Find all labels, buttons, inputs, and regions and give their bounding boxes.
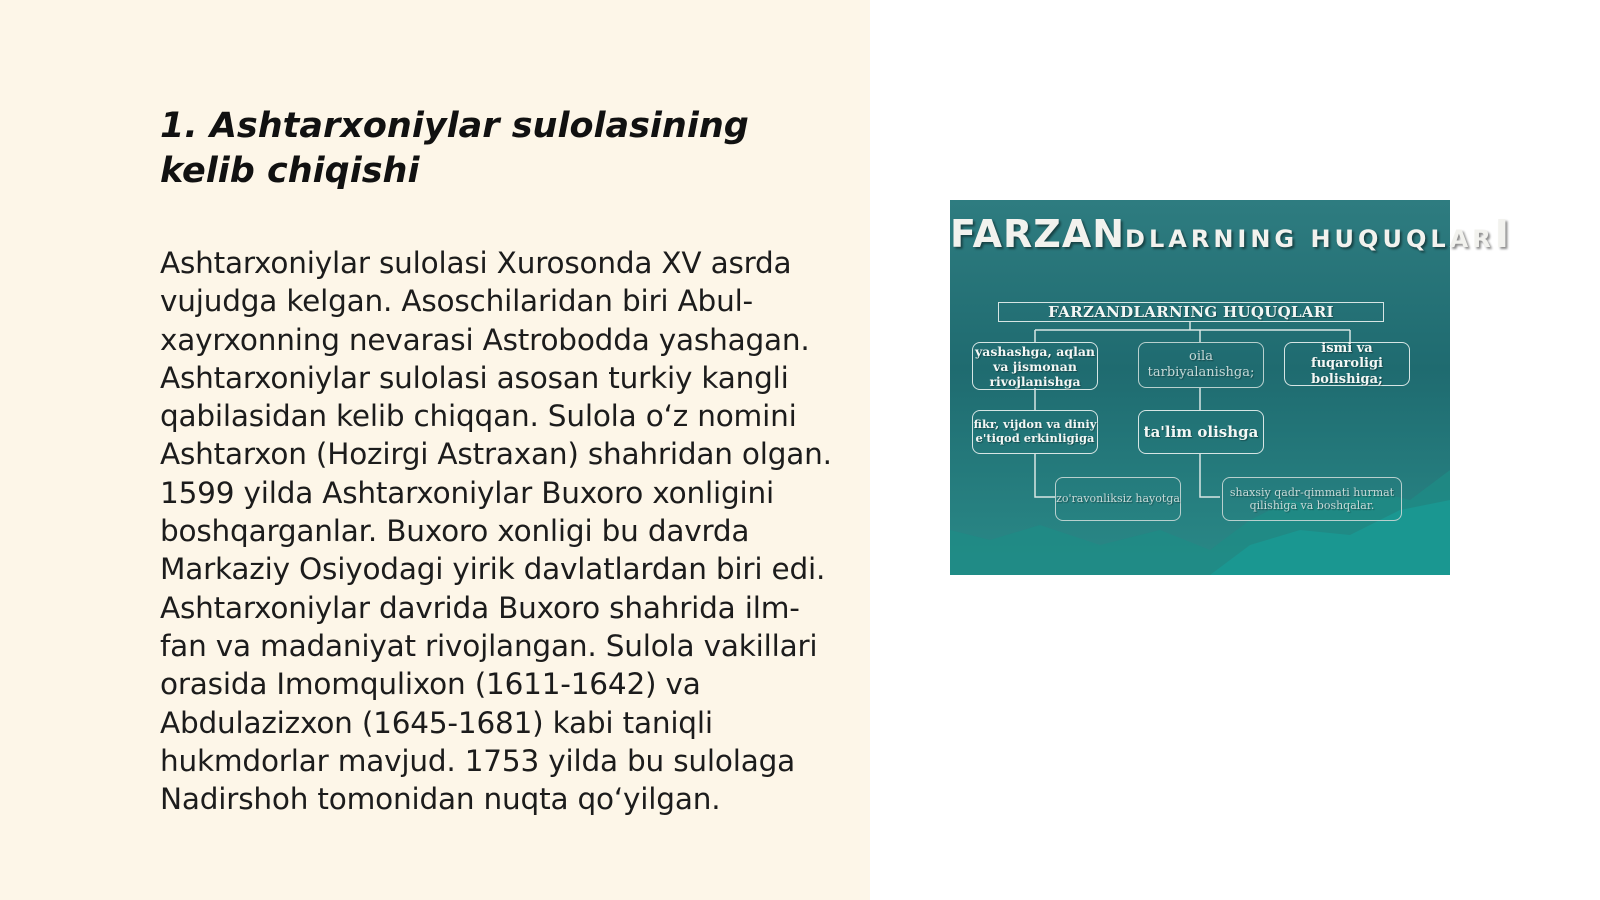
diagram-title-end: I [1494, 212, 1510, 256]
node-name: ismi va fuqaroligi bolishiga; [1284, 342, 1410, 386]
diagram-header-box: FARZANDLARNING HUQUQLARI [998, 302, 1384, 322]
node-dignity: shaxsiy qadr-qimmati hurmat qilishiga va boshqalar. [1222, 477, 1402, 521]
rights-diagram-image [950, 200, 1510, 575]
slide-body-text: Ashtarxoniylar sulolasi Xurosonda XV asrda vujudga kelgan. Asoschilaridan biri Abul-xayrxonning nevarasi Astrobodda yashagan. Ashtarxoniylar sulolasi asosan turkiy kangli qabilasidan kelib chiqqan. Sulola o‘z nomini Ashtarxon (Hozirgi Astraxan) shahridan olgan. 1599 yilda Ashtarxoniylar Buxoro xonligini boshqarganlar. Buxoro xonligi bu davrda Markaziy Osiyodagi yirik davlatlardan biri edi. Ashtarxoniylar davrida Buxoro shahrida ilm-fan va madaniyat rivojlangan. Sulola vakillari orasida Imomqulixon (1611-1642) va Abdulazizxon (1645-1681) kabi taniqli hukmdorlar mavjud. 1753 yilda bu sulolaga Nadirshoh tomonidan nuqta qo‘yilgan. [160, 246, 832, 817]
diagram-title-big: FARZAN [950, 212, 1126, 256]
node-violence: zo'ravonliksiz hayotga [1055, 477, 1181, 521]
diagram-title-small: DLARNING HUQUQLAR [1125, 225, 1495, 253]
slide-title: 1. Ashtarxoniylar sulolasining kelib chiqishi [160, 106, 749, 191]
node-freedom: fikr, vijdon va diniy e'tiqod erkinligiga [972, 410, 1098, 454]
node-education: ta'lim olishga [1138, 410, 1264, 454]
diagram-title [950, 212, 1510, 256]
node-life: yashashga, aqlan va jismonan rivojlanishga [972, 342, 1098, 390]
node-family: oila tarbiyalanishga; [1138, 342, 1264, 388]
